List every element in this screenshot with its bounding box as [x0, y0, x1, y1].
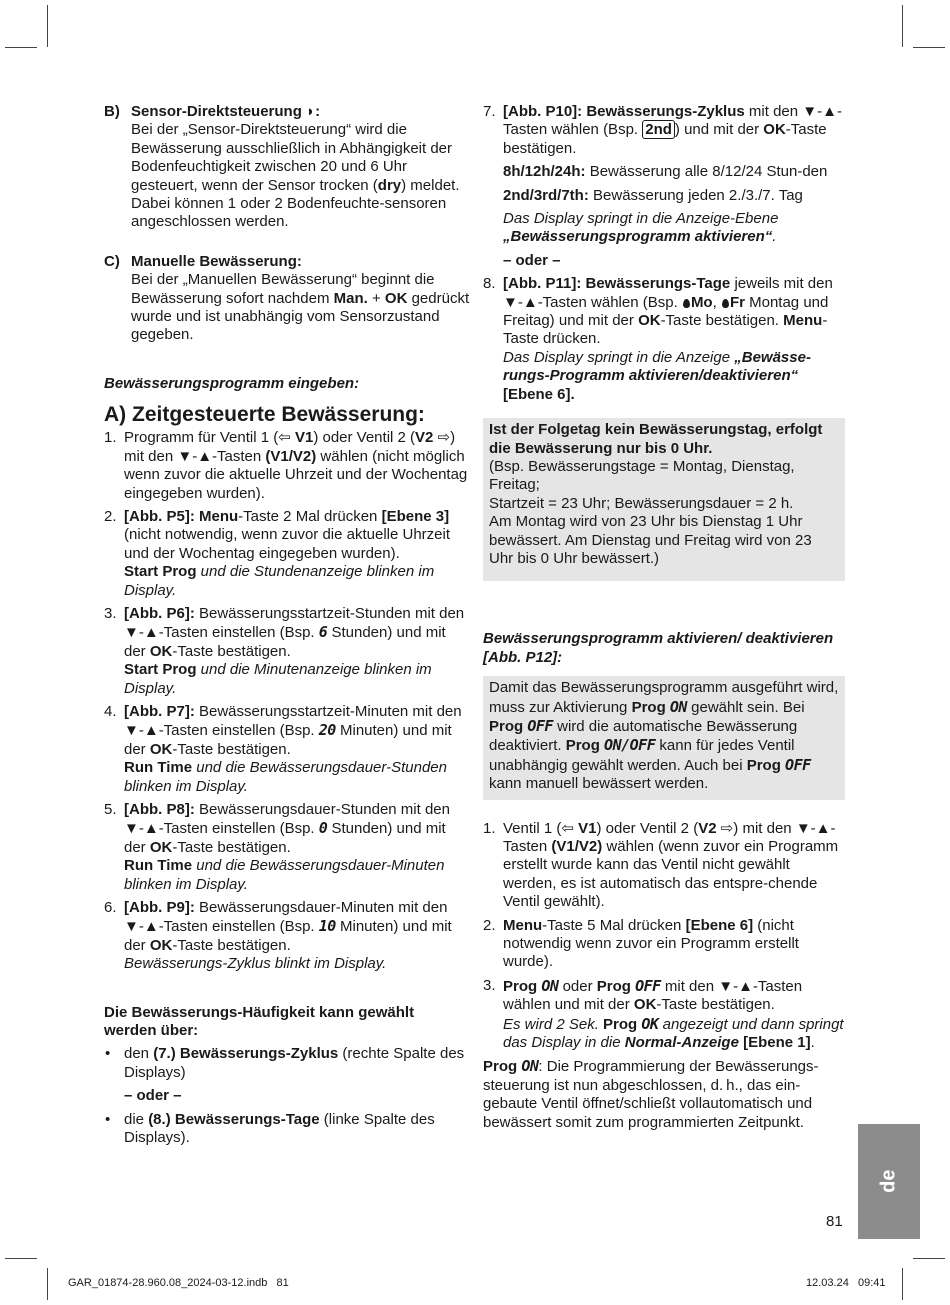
section-c-text: Bei der „Manuellen Bewässerung“ beginnt die Bewässerung sofort nachdem Man. + OK gedrückt wurde und ist unabhängig vom Sensorzustand gegeben.: [131, 271, 470, 344]
lcd-off: OFF: [527, 716, 553, 735]
frequency-heading: Die Bewässerungs-Häufigkeit kann gewählt werden über:: [104, 1003, 415, 1040]
section-title: A) Zeitgesteuerte Bewässerung:: [104, 403, 425, 427]
lcd-on: ON: [521, 1057, 539, 1076]
note-line: (Bsp. Bewässerungstage = Montag, Dienstag, Freitag;: [489, 457, 795, 494]
section-b-title: Sensor-Direktsteuerung ◗:: [131, 103, 321, 120]
lcd-value: 20: [318, 721, 336, 740]
lcd-off: OFF: [635, 976, 661, 995]
note-line: Am Montag wird von 23 Uhr bis Dienstag 1 Uhr bewässert. Am Dienstag und Freitag wird von 23 Uhr bis 0 Uhr bewässert.): [489, 513, 812, 567]
activate-step-1: 1. Ventil 1 (⇦ V1) oder Ventil 2 (V2 ⇨) mit den ▼-▲-Tasten (V1/V2) wählen (wenn zuvor ein Programm erstellt wurde kann das Ventil nicht gewählt werden, es ist automatisch das entspre-chende Ventil gewählt).: [483, 819, 839, 911]
step-8: 8. [Abb. P11]: Bewässerungs-Tage jeweils mit den ▼-▲-Tasten wählen (Bsp. Mo, Fr Montag und Freitag) und mit der OK-Taste bestätigen. Menu-Taste drücken. Das Display springt in die Anzeige „Bewässe-rungs-Programm aktivieren/deaktivieren“ [Ebene 6].: [483, 275, 833, 403]
footer-date: 12.03.24 09:41: [806, 1277, 886, 1289]
step-number: 1.: [104, 429, 117, 447]
language-tab-label: de: [877, 1169, 900, 1194]
bullet-cycle: • den (7.) Bewässerungs-Zyklus (rechte Spalte des Displays): [105, 1045, 465, 1081]
step-number: 6.: [104, 899, 117, 917]
section-b-text: Bei der „Sensor-Direktsteuerung“ wird die Bewässerung ausschließlich in Abhängigkeit der Bodenfeuchtigkeit zwischen 20 und 6 Uhr gesteuert, wenn der Sensor trocken (dry) meldet. Dabei können 1 oder 2 Bodenfeuchte-sensoren angeschlossen werden.: [131, 121, 460, 231]
step-1: 1. Programm für Ventil 1 (⇦ V1) oder Ventil 2 (V2 ⇨) mit den ▼-▲-Tasten (V1/V2) wählen (nicht möglich wenn zuvor die aktuelle Uhrzeit und der Wochentag eingegeben wurden).: [104, 429, 468, 502]
crop-mark: [47, 1268, 48, 1300]
bullet-icon: •: [105, 1045, 111, 1063]
moon-icon: ◗: [306, 103, 316, 120]
display-2nd-box: 2nd: [642, 120, 675, 139]
or-separator: – oder –: [124, 1087, 182, 1105]
crop-mark: [902, 1268, 903, 1300]
crop-mark: [913, 47, 945, 48]
step-number: 7.: [483, 103, 496, 120]
lcd-off: OFF: [785, 755, 811, 774]
bullet-days: • die (8.) Bewässerungs-Tage (linke Spalte des Displays).: [105, 1110, 435, 1147]
step-number: 2.: [104, 507, 117, 525]
note-line: Startzeit = 23 Uhr; Bewässerungsdauer = 2 h.: [489, 494, 794, 512]
arrow-left-icon: ⇦: [278, 429, 291, 447]
arrow-right-icon: ⇨: [716, 819, 734, 837]
bullet-icon: •: [105, 1110, 111, 1128]
activate-step-3: 3. Prog ON oder Prog OFF mit den ▼-▲-Tasten wählen und mit der OK-Taste bestätigen. Es wird 2 Sek. Prog OK angezeigt und dann springt das Display in die Normal-Anzeige [Ebene 1].: [483, 976, 844, 1052]
or-separator: – oder –: [503, 251, 561, 269]
crop-mark: [47, 5, 48, 47]
arrow-right-icon: ⇨: [433, 429, 451, 447]
final-paragraph: Prog ON: Die Programmierung der Bewässerungs-steuerung ist nun abgeschlossen, d. h., das ein-gebaute Ventil öffnet/schließt vollautomatisch und bewässert somit zum programmierten Zeitpunkt.: [483, 1057, 819, 1131]
step-6: 6. [Abb. P9]: Bewässerungsdauer-Minuten mit den ▼-▲-Tasten einstellen (Bsp. 10 Minuten) und mit der OK-Taste bestätigen. Bewässerungs-Zyklus blinkt im Display.: [104, 899, 452, 973]
info-box: Damit das Bewässerungsprogramm ausgeführt wird, muss zur Aktivierung Prog ON gewählt sein. Bei Prog OFF wird die automatische Bewässerung deaktiviert. Prog ON/OFF kann für jedes Ventil unabhängig gewählt werden. Auch bei Prog OFF kann manuell bewässert werden.: [483, 676, 845, 799]
crop-mark: [902, 5, 903, 47]
crop-mark: [913, 1258, 945, 1259]
right-column: [483, 103, 845, 1132]
page-number: 81: [826, 1213, 843, 1230]
step-4: 4. [Abb. P7]: Bewässerungsstartzeit-Minuten mit den ▼-▲-Tasten einstellen (Bsp. 20 Minuten) und mit der OK-Taste bestätigen. Run Time und die Bewässerungsdauer-Stunden blinken im Display.: [104, 702, 462, 795]
lcd-on-off: ON/OFF: [604, 736, 656, 755]
step-number: 1.: [483, 819, 496, 837]
step-number: 2.: [483, 916, 496, 934]
lcd-value: 0: [318, 819, 328, 838]
step-number: 3.: [483, 976, 496, 994]
lcd-value: 10: [318, 917, 336, 936]
lcd-value: 6: [318, 623, 328, 642]
step-number: 4.: [104, 702, 117, 720]
section-b-label: B): [104, 103, 120, 120]
crop-mark: [5, 47, 37, 48]
lcd-ok: OK: [641, 1014, 659, 1033]
section-c-label: C): [104, 252, 120, 270]
left-column: [104, 103, 470, 1148]
section-c-title: Manuelle Bewässerung:: [131, 252, 302, 270]
arrow-left-icon: ⇦: [561, 819, 574, 837]
step-number: 3.: [104, 604, 117, 622]
footer-file: GAR_01874-28.960.08_2024-03-12.indb 81: [68, 1277, 289, 1289]
step-7: 7. [Abb. P10]: Bewässerungs-Zyklus mit den ▼-▲-Tasten wählen (Bsp. 2nd ) und mit der OK-Taste bestätigen. 8h/12h/24h: Bewässerung alle 8/12/24 Stun-den 2nd/3rd/7th: Bewässerung jeden 2./3./7. Tag Das Display springt in die Anzeige-Ebene „Bewässerungsprogramm aktivieren“. – oder –: [483, 103, 845, 270]
section-b: [104, 103, 470, 232]
step-5: 5. [Abb. P8]: Bewässerungsdauer-Stunden mit den ▼-▲-Tasten einstellen (Bsp. 0 Stunden) und mit der OK-Taste bestätigen. Run Time und die Bewässerungsdauer-Minuten blinken im Display.: [104, 801, 450, 893]
crop-mark: [5, 1258, 37, 1259]
step-2: 2. [Abb. P5]: Menu-Taste 2 Mal drücken [Ebene 3] (nicht notwendig, wenn zuvor die aktuelle Uhrzeit und der Wochentag eingegeben wurden). Start Prog und die Stundenanzeige blinken im Display.: [104, 507, 451, 599]
activate-heading: Bewässerungsprogramm aktivieren/ deaktivieren [Abb. P12]:: [483, 630, 834, 666]
section-c: [104, 253, 470, 345]
water-drop-icon: [722, 299, 729, 308]
lcd-on: ON: [541, 976, 559, 995]
step-number: 5.: [104, 801, 117, 818]
note-box: [483, 418, 845, 581]
note-bold: Ist der Folgetag kein Bewässerungstag, erfolgt die Bewässerung nur bis 0 Uhr.: [489, 421, 823, 457]
step-3: 3. [Abb. P6]: Bewässerungsstartzeit-Stunden mit den ▼-▲-Tasten einstellen (Bsp. 6 Stunden) und mit der OK-Taste bestätigen. Start Prog und die Minutenanzeige blinken im Display.: [104, 604, 465, 697]
activate-step-2: 2. Menu-Taste 5 Mal drücken [Ebene 6] (nicht notwendig wenn zuvor ein Programm erstellt wurde).: [483, 916, 799, 971]
program-heading: Bewässerungsprogramm eingeben:: [104, 374, 360, 392]
step-number: 8.: [483, 275, 496, 293]
lcd-on: ON: [669, 697, 687, 716]
water-drop-icon: [683, 299, 690, 308]
language-tab: [858, 1124, 920, 1239]
